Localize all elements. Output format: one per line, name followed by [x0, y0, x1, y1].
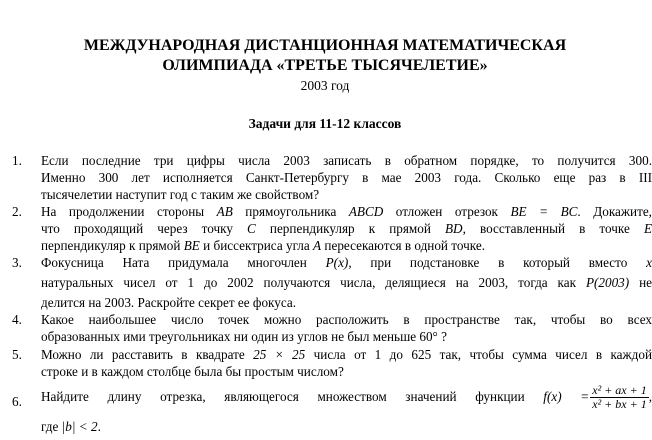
problem-text-line: Если последние три цифры числа 2003 записать в обратном порядке, то получится 300.	[41, 153, 652, 168]
problem-text-line: На продолжении стороны AB прямоугольника ABCD отложен отрезок BE = BC. Докажите,	[41, 204, 652, 219]
problem-number: 4.	[12, 312, 22, 327]
function-fraction	[590, 384, 648, 411]
problem-number: 6.	[12, 394, 22, 409]
page-title-line2: ОЛИМПИАДА «ТРЕТЬЕ ТЫСЯЧЕЛЕТИЕ»	[162, 57, 488, 74]
page-title-line1: МЕЖДУНАРОДНАЯ ДИСТАНЦИОННАЯ МАТЕМАТИЧЕСКАЯ	[83, 37, 567, 54]
problem-text-line: Можно ли расставить в квадрате 25 × 25 числа от 1 до 625 так, чтобы сумма чисел в каждой	[41, 347, 652, 362]
section-subtitle: Задачи для 11-12 классов	[248, 116, 402, 131]
problem-text-line: Фокусница Ната придумала многочлен P(x), при подстановке в который вместо x	[41, 255, 652, 270]
year-label: 2003 год	[300, 78, 350, 93]
problem-number: 3.	[12, 255, 22, 270]
problem-text-line: образованных ими треугольниках ни один из углов не был меньше 60° ?	[41, 329, 447, 344]
problem-text-line: строке и в каждом столбце была бы простым числом?	[41, 364, 344, 379]
problem-text-line: перпендикуляр к прямой BE и биссектриса угла A пересекаются в одной точке.	[41, 238, 485, 253]
problem-text-line: тысячелетии наступит год с таким же свойством?	[41, 187, 320, 202]
problem-number: 5.	[12, 347, 22, 362]
problem-text-line: Найдите длину отрезка, являющегося множеством значений функции f(x) = $\frac{\text{x² + ax + 1}}{\text{x² + bx + 1}}$ ,	[41, 383, 652, 412]
problem-text-line: Именно 300 лет исполняется Санкт-Петербургу в мае 2003 года. Сколько еще раз в III	[41, 170, 652, 185]
problem-text-line: что проходящий через точку C перпендикуляр к прямой BD, восставленный в точке E	[41, 221, 652, 236]
fraction-denominator: x² + bx + 1	[592, 397, 647, 412]
problem-text-line: делится на 2003. Раскройте секрет ее фокуса.	[41, 295, 297, 310]
problem-text-line: где |b| < 2.	[41, 419, 101, 434]
problem-number: 1.	[12, 153, 22, 168]
problem-text-line: натуральных чисел от 1 до 2002 получаются числа, делящиеся на 2003, тогда как P(2003) не	[41, 275, 652, 290]
problem-text-line: Какое наибольшее число точек можно расположить в пространстве так, чтобы во всех	[41, 312, 652, 327]
problem-number: 2.	[12, 204, 22, 219]
fraction-numerator: x² + ax + 1	[592, 383, 647, 398]
